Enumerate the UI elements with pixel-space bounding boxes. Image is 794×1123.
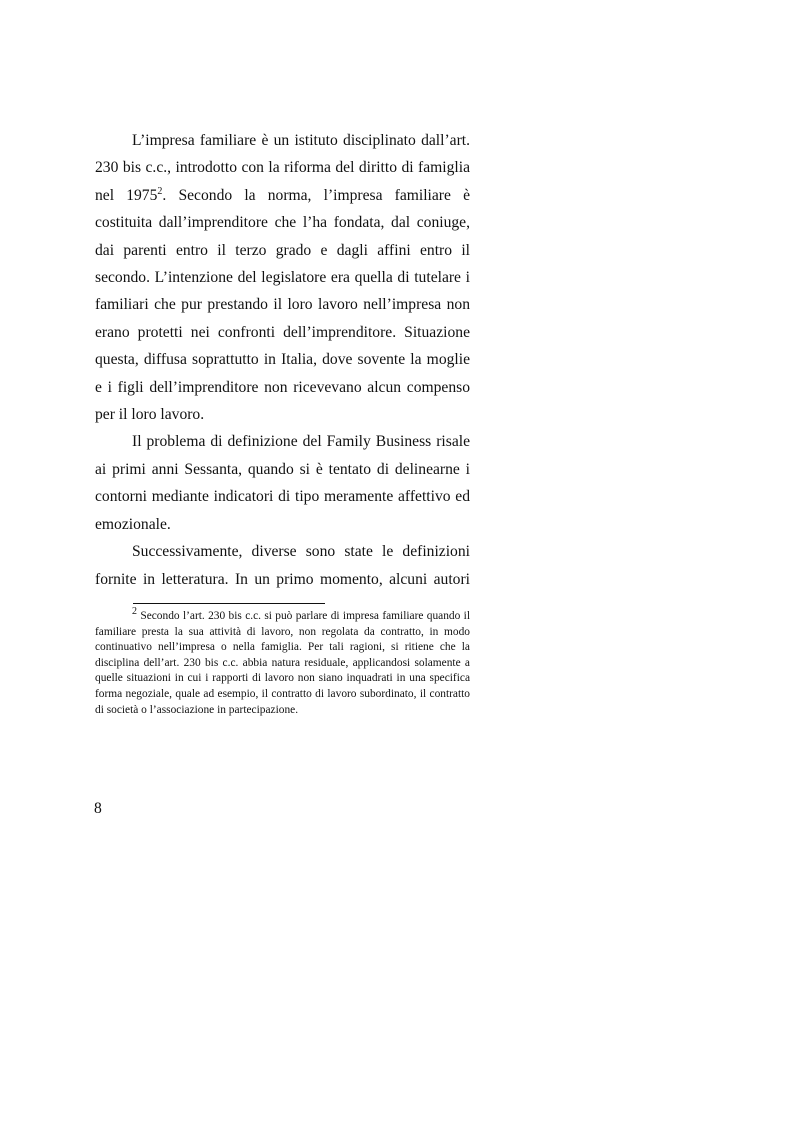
footnote-body: Secondo l’art. 230 bis c.c. si può parlare di impresa familiare quando il familiare presta la sua attività di lavoro, non regolata da contratto, in modo continuativo nell’impresa o nella famiglia. Per tali ragioni, si ritiene che la disciplina dell’art. 230 bis c.c. abbia natura residuale, applicandosi solamente a quelle situazioni in cui i rapporti di lavoro non siano inquadrati in una specifica forma negoziale, quale ad esempio, il contratto di lavoro subordinato, il contratto di società o l’associazione in partecipazione.	[95, 610, 470, 716]
paragraph-1-text-after-note: . Secondo la norma, l’impresa familiare è costituita dall’imprenditore che l’ha fondata, dal coniuge, dai parenti entro il terzo grado e dagli affini entro il secondo. L’intenzione del legislatore era quella di tutelare i familiari che pur prestando il loro lavoro nell’impresa non erano protetti nei confronti dell’imprenditore. Situazione questa, diffusa soprattutto in Italia, dove sovente la moglie e i figli dell’imprenditore non ricevevano alcun compenso per il loro lavoro.	[95, 186, 470, 424]
page-number: 8	[94, 800, 102, 817]
footnote	[95, 606, 470, 718]
footnote-reference: 2	[157, 185, 163, 197]
main-text	[95, 127, 470, 593]
paragraph-impresa-familiare	[95, 127, 470, 428]
footnote-number: 2	[132, 606, 137, 618]
paragraph-family-business: Il problema di definizione del Family Business risale ai primi anni Sessanta, quando si è tentato di delinearne i contorni mediante indicatori di tipo meramente affettivo ed emozionale.	[95, 433, 470, 533]
paragraph-definizioni: Successivamente, diverse sono state le definizioni fornite in letteratura. In un primo momento, alcuni autori	[95, 543, 470, 588]
paragraph-1-text-before-note: L’impresa familiare è un istituto disciplinato dall’art. 230 bis c.c., introdotto con la riforma del diritto di famiglia nel 1975	[95, 132, 470, 204]
footnote-separator	[133, 603, 325, 604]
